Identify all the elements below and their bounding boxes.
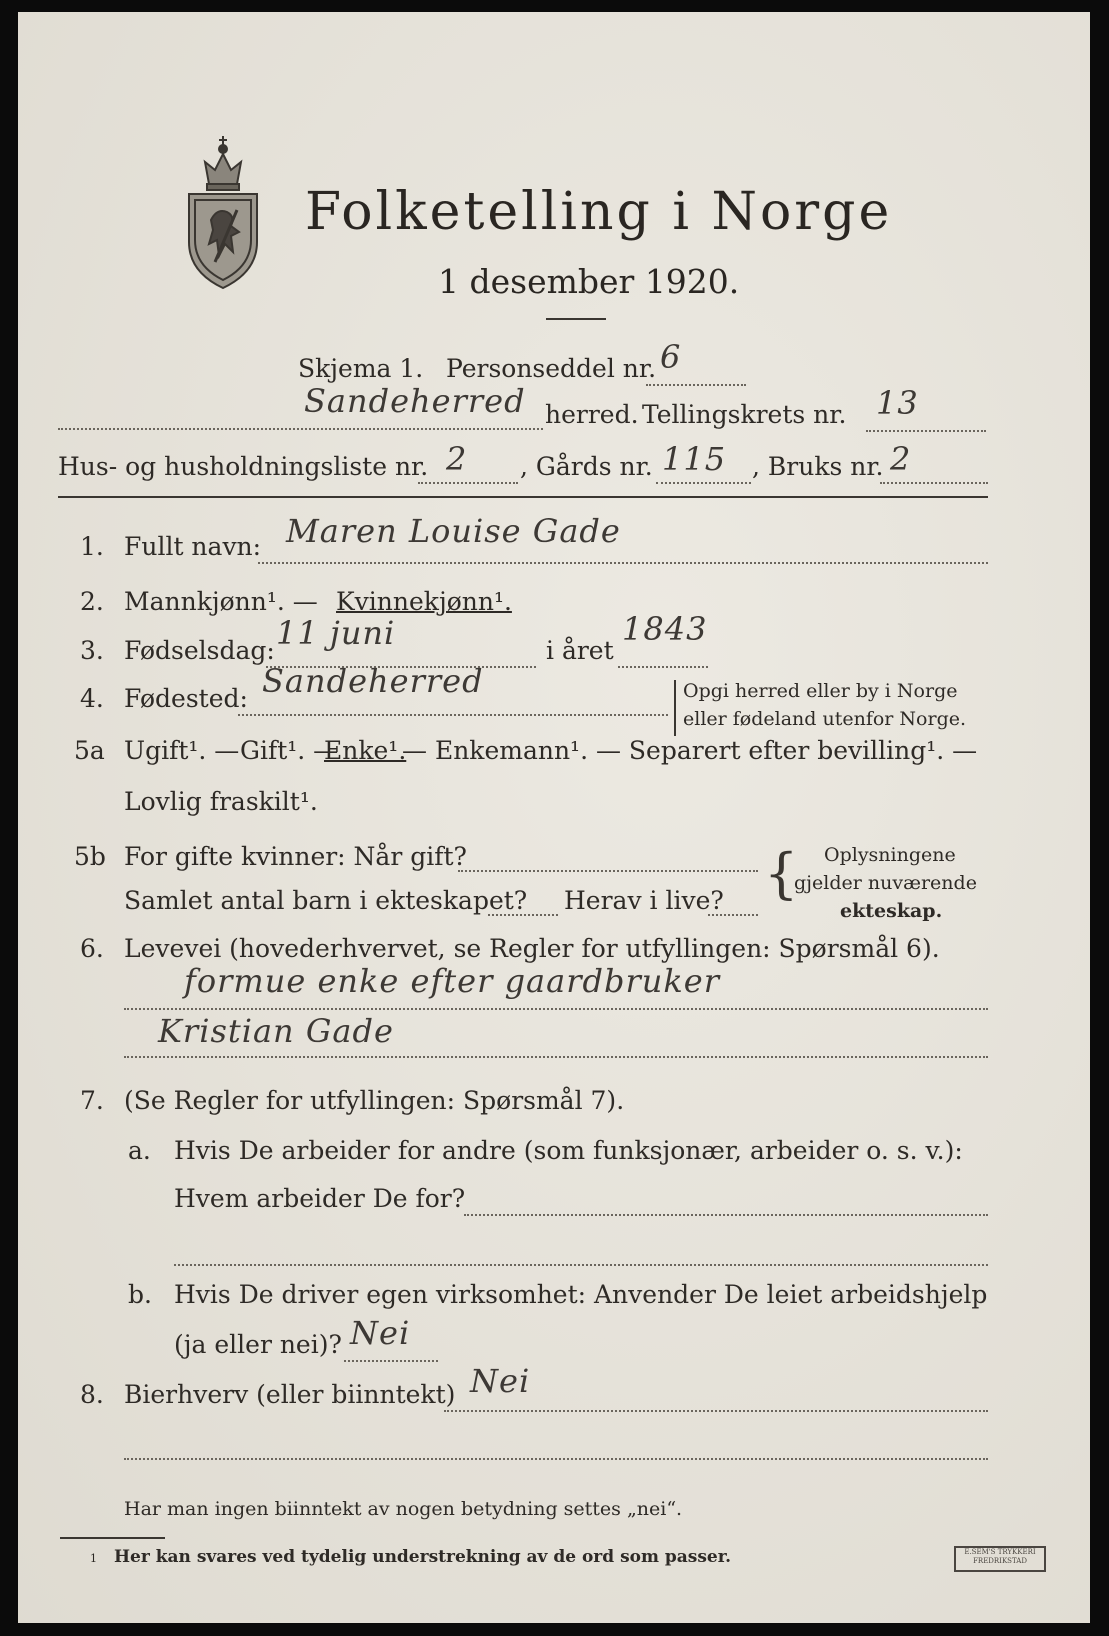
q8-label: Bierhverv (eller biinntekt)	[124, 1380, 456, 1409]
q7b-line1: Hvis De driver egen virksomhet: Anvender De leiet arbeidshjelp	[174, 1280, 988, 1309]
header-divider	[58, 496, 988, 498]
q4-number: 4.	[80, 684, 104, 713]
q2-mann: Mannkjønn¹. —	[124, 587, 318, 616]
hus-label: Hus- og husholdningsliste nr.	[58, 452, 429, 481]
q1-label: Fullt navn:	[124, 532, 262, 561]
q7b-line2: (ja eller nei)?	[174, 1330, 342, 1359]
q2-kvinne: Kvinnekjønn¹.	[336, 587, 512, 616]
q5b-married-line	[458, 870, 758, 872]
printer-stamp: E.SEM'S TRYKKERI FREDRIKSTAD	[954, 1546, 1046, 1572]
q3-year-line	[618, 666, 708, 668]
footnote-text: Her kan svares ved tydelig understrekning av de ord som passer.	[114, 1547, 732, 1567]
tellingskrets-label: Tellingskrets nr.	[642, 400, 847, 429]
herred-label: herred.	[545, 400, 639, 429]
q6-line2	[124, 1056, 988, 1058]
title-divider	[546, 318, 606, 320]
bruks-label: , Bruks nr.	[752, 452, 884, 481]
census-form	[18, 12, 1090, 1623]
q5a-rest: — Enkemann¹. — Separert efter bevilling¹. —	[402, 736, 978, 765]
form-title: Folketelling i Norge	[305, 182, 893, 242]
footer-note: Har man ingen biinntekt av nogen betydning settes „nei“.	[124, 1498, 683, 1520]
q7a-line	[464, 1214, 988, 1216]
q4-label: Fødested:	[124, 684, 248, 713]
personseddel-line	[646, 384, 746, 386]
q4-note-bracket	[674, 680, 680, 736]
q5b-line2b: Herav i live?	[564, 886, 724, 915]
q5a-gift: Gift¹. —	[240, 736, 339, 765]
bruks-value: 2	[890, 440, 912, 478]
q7b-value: Nei	[350, 1314, 411, 1352]
q7-label: (Se Regler for utfyllingen: Spørsmål 7).	[124, 1086, 625, 1115]
personseddel-value: 6	[660, 338, 682, 376]
q7b-line	[344, 1360, 438, 1362]
q3-year-value: 1843	[622, 610, 708, 648]
q4-value: Sandeherred	[262, 662, 484, 700]
q3-number: 3.	[80, 636, 104, 665]
form-date: 1 desember 1920.	[438, 262, 740, 301]
herred-line	[58, 428, 543, 430]
hus-line	[418, 482, 518, 484]
gards-label: , Gårds nr.	[520, 452, 653, 481]
bruks-line	[880, 482, 988, 484]
gards-value: 115	[662, 440, 727, 478]
q7a-line1: Hvis De arbeider for andre (som funksjonær, arbeider o. s. v.):	[174, 1136, 963, 1165]
q7a-extra-line	[174, 1264, 988, 1266]
q5b-note3: ekteskap.	[840, 900, 943, 922]
q5b-brace: {	[764, 842, 799, 905]
personseddel-label: Personseddel nr.	[446, 354, 657, 383]
q5b-note2: gjelder nuværende	[794, 872, 977, 894]
q1-number: 1.	[80, 532, 104, 561]
q4-line	[238, 714, 668, 716]
q4-note-line2: eller fødeland utenfor Norge.	[683, 708, 967, 730]
q5a-enke: Enke¹.	[324, 736, 407, 765]
q5b-line2a: Samlet antal barn i ekteskapet?	[124, 886, 528, 915]
herred-value: Sandeherred	[304, 382, 526, 420]
hus-value: 2	[446, 440, 468, 478]
q7a-letter: a.	[128, 1136, 151, 1165]
q5a-line2: Lovlig fraskilt¹.	[124, 787, 318, 816]
gards-line	[656, 482, 751, 484]
q5b-note1: Oplysningene	[824, 844, 956, 866]
q8-extra-line	[124, 1458, 988, 1460]
q6-answer-line2: Kristian Gade	[158, 1012, 394, 1050]
q7-number: 7.	[80, 1086, 104, 1115]
q3-label: Fødselsdag:	[124, 636, 275, 665]
q1-value: Maren Louise Gade	[286, 512, 621, 550]
q6-line1	[124, 1008, 988, 1010]
q5b-alive-line	[708, 914, 758, 916]
q8-line	[444, 1410, 988, 1412]
q6-answer-line1: formue enke efter gaardbruker	[184, 962, 720, 1000]
footnote-mark: 1	[90, 1552, 97, 1565]
q4-note-line1: Opgi herred eller by i Norge	[683, 680, 958, 702]
q6-number: 6.	[80, 934, 104, 963]
norway-coat-of-arms-icon	[175, 132, 271, 292]
tellingskrets-value: 13	[876, 384, 919, 422]
tellingskrets-line	[866, 430, 986, 432]
q5b-number: 5b	[74, 842, 106, 871]
q7a-line2: Hvem arbeider De for?	[174, 1184, 466, 1213]
q7b-letter: b.	[128, 1280, 152, 1309]
q8-number: 8.	[80, 1380, 104, 1409]
q1-line	[258, 562, 988, 564]
q2-number: 2.	[80, 587, 104, 616]
footnote-divider	[60, 1537, 165, 1539]
q3-day-value: 11 juni	[276, 614, 396, 652]
q6-label: Levevei (hovederhvervet, se Regler for utfyllingen: Spørsmål 6).	[124, 934, 940, 963]
q5b-children-line	[488, 914, 558, 916]
q8-value: Nei	[470, 1362, 531, 1400]
q5b-line1: For gifte kvinner: Når gift?	[124, 842, 467, 871]
skjema-label: Skjema 1.	[298, 354, 424, 383]
q3-year-label: i året	[546, 636, 614, 665]
q5a-number: 5a	[74, 736, 105, 765]
q5a-ugift: Ugift¹. —	[124, 736, 240, 765]
